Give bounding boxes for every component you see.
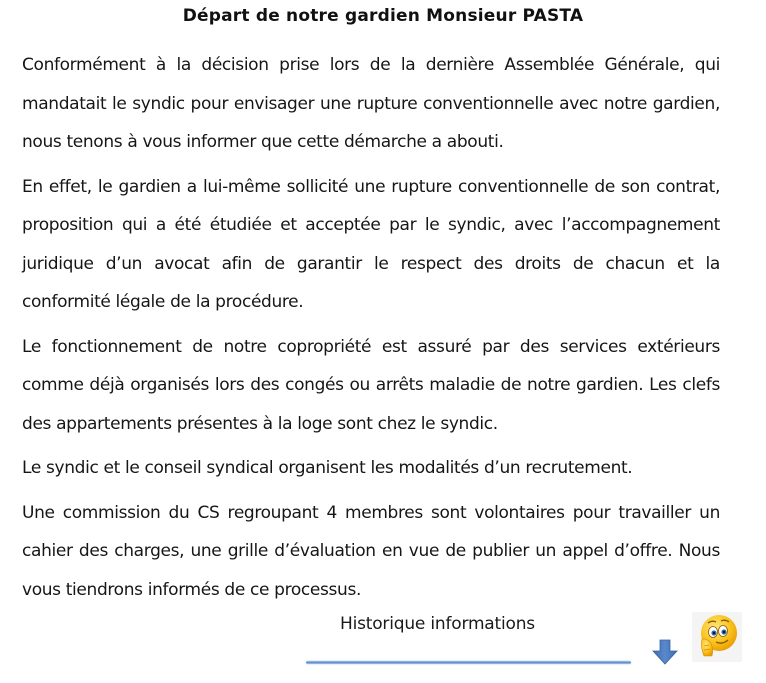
paragraph-recrutement: Le syndic et le conseil syndical organisent les modalités d’un recrutement. <box>22 458 633 478</box>
paragraph-rupture: En effet, le gardien a lui-même sollicité une rupture conventionnelle de son contrat, proposition qui a été étudiée et acceptée par le syndic, avec l’accompagnement juridique d’un avocat afin de garantir le respect des droits de chacun et la conformité légale de la procédure. <box>22 176 720 312</box>
down-arrow-icon[interactable] <box>651 639 679 665</box>
historique-informations-link[interactable]: Historique informations <box>340 614 535 634</box>
thinking-smiley-icon <box>692 612 742 662</box>
page-title: Départ de notre gardien Monsieur PASTA <box>182 6 584 26</box>
paragraph-fonctionnement: Le fonctionnement de notre copropriété est assuré par des services extérieurs comme déjà organisés lors des congés ou arrêts maladie de notre gardien. Les clefs des appartements présentes à la loge sont chez le syndic. <box>22 336 720 434</box>
divider-line <box>306 661 631 664</box>
paragraph-decision: Conformément à la décision prise lors de la dernière Assemblée Générale, qui mandatait le syndic pour envisager une rupture conventionnelle avec notre gardien, nous tenons à vous informer que cette démarche a abouti. <box>22 55 720 152</box>
paragraph-commission: Une commission du CS regroupant 4 membres sont volontaires pour travailler un cahier des charges, une grille d’évaluation en vue de publier un appel d’offre. Nous vous tiendrons informés de ce processus. <box>22 502 720 600</box>
document-body <box>22 46 720 615</box>
